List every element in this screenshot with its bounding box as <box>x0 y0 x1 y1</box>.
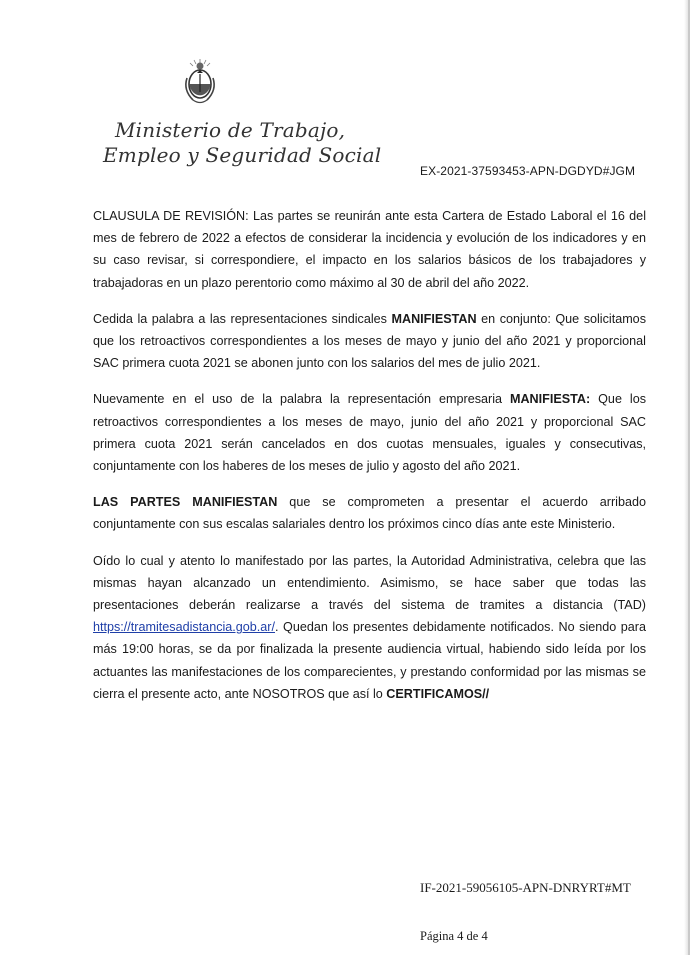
paragraph-text: Que los retroactivos correspondientes a los meses de mayo, junio del año 2021 y proporcional SAC primera cuota 2021 serán cancelados en dos cuotas mensuales, iguales y consecutivas, conjuntamente con los haberes de los meses de julio y agosto del año 2021. <box>93 392 646 474</box>
expediente-number: EX-2021-37593453-APN-DGDYD#JGM <box>420 164 636 178</box>
partes-paragraph <box>93 491 646 535</box>
emphasis-text: MANIFIESTAN <box>391 311 477 326</box>
ministry-name-line1: Ministerio de Trabajo, <box>115 118 346 142</box>
ministry-name-line2: Empleo y Seguridad Social <box>103 143 382 167</box>
sindicales-paragraph <box>93 308 646 375</box>
paragraph-text: Cedida la palabra a las representaciones sindicales <box>93 311 392 326</box>
document-body <box>93 205 646 719</box>
document-id-footer: IF-2021-59056105-APN-DNRYRT#MT <box>420 880 631 895</box>
emphasis-text: MANIFIESTA: <box>509 392 591 407</box>
paragraph-text: CLAUSULA DE REVISIÓN: Las partes se reunirán ante esta Cartera de Estado Laboral el 16 del mes de febrero de 2022 a efectos de considerar la incidencia y evolución de los indicadores y en su caso revisar, si correspondiere, el impacto en los salarios básicos de los trabajadores y trabajadoras en un plazo perentorio como máximo al 30 de abril del año 2022. <box>93 209 646 290</box>
paragraph-text: que se comprometen a presentar el acuerdo arribado conjuntamente con sus escalas salariales dentro los próximos cinco días ante este Ministerio. <box>93 495 646 532</box>
paragraph-text: Oído lo cual y atento lo manifestado por las partes, la Autoridad Administrativa, celebra que las mismas hayan alcanzado un entendimiento. Asimismo, se hace saber que todas las presentaciones deberán realizarse a través del sistema de tramites a distancia (TAD) <box>93 553 646 613</box>
tad-link[interactable]: https://tramitesadistancia.gob.ar/ <box>93 620 276 635</box>
argentina-coat-of-arms-icon <box>181 58 219 108</box>
paragraph-text: . Quedan los presentes debidamente notificados. No siendo para más 19:00 horas, se da por finalizada la presente audiencia virtual, habiendo sido leída por los actuantes las manifestaciones de los comparecientes, y prestando conformidad por las mismas se cierra el presente acto, ante NOSOTROS que así lo <box>93 620 646 701</box>
paragraph-text: en conjunto: Que solicitamos que los retroactivos correspondientes a los meses de mayo y junio del año 2021 y proporcional SAC primera cuota 2021 se abonen junto con los salarios del mes de julio 2021. <box>93 311 646 371</box>
paragraph-text: Nuevamente en el uso de la palabra la representación empresaria <box>93 392 510 407</box>
ministry-letterhead <box>103 118 381 168</box>
empresaria-paragraph <box>93 388 646 477</box>
clausula-revision-paragraph <box>93 205 646 294</box>
emphasis-text: LAS PARTES MANIFIESTAN <box>93 495 278 510</box>
closing-paragraph <box>93 550 646 705</box>
page-number: Página 4 de 4 <box>420 929 488 943</box>
emphasis-text: CERTIFICAMOS// <box>386 686 490 701</box>
